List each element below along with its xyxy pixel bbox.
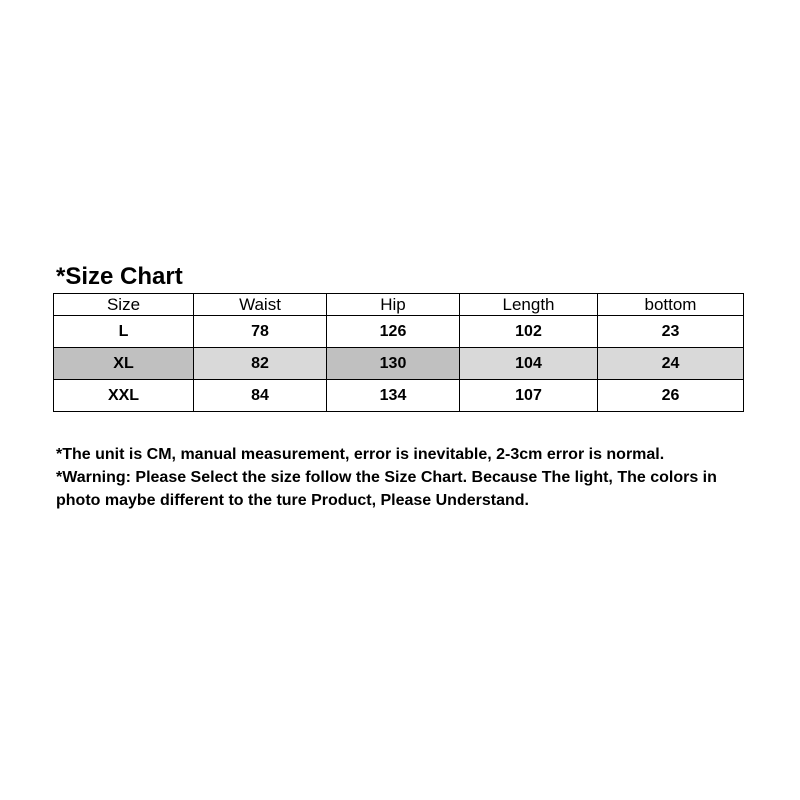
- header-waist: Waist: [194, 294, 327, 316]
- cell-hip: 134: [327, 380, 460, 412]
- cell-length: 102: [460, 316, 598, 348]
- page-title: *Size Chart: [56, 263, 183, 290]
- notes: [56, 443, 746, 512]
- cell-size: XL: [54, 348, 194, 380]
- cell-hip: 130: [327, 348, 460, 380]
- cell-hip: 126: [327, 316, 460, 348]
- cell-length: 107: [460, 380, 598, 412]
- size-chart-table: [53, 293, 744, 412]
- cell-waist: 78: [194, 316, 327, 348]
- table-row: [54, 380, 744, 412]
- cell-size: L: [54, 316, 194, 348]
- header-hip: Hip: [327, 294, 460, 316]
- table-row: [54, 348, 744, 380]
- header-length: Length: [460, 294, 598, 316]
- cell-length: 104: [460, 348, 598, 380]
- cell-bottom: 23: [598, 316, 744, 348]
- cell-waist: 82: [194, 348, 327, 380]
- cell-bottom: 24: [598, 348, 744, 380]
- cell-bottom: 26: [598, 380, 744, 412]
- header-bottom: bottom: [598, 294, 744, 316]
- table-header-row: [54, 294, 744, 316]
- header-size: Size: [54, 294, 194, 316]
- unit-note: *The unit is CM, manual measurement, error is inevitable, 2-3cm error is normal.: [56, 446, 665, 463]
- warning-note: *Warning: Please Select the size follow the Size Chart. Because The light, The colors in photo maybe different to the ture Product, Please Understand.: [56, 469, 717, 509]
- cell-waist: 84: [194, 380, 327, 412]
- table-row: [54, 316, 744, 348]
- cell-size: XXL: [54, 380, 194, 412]
